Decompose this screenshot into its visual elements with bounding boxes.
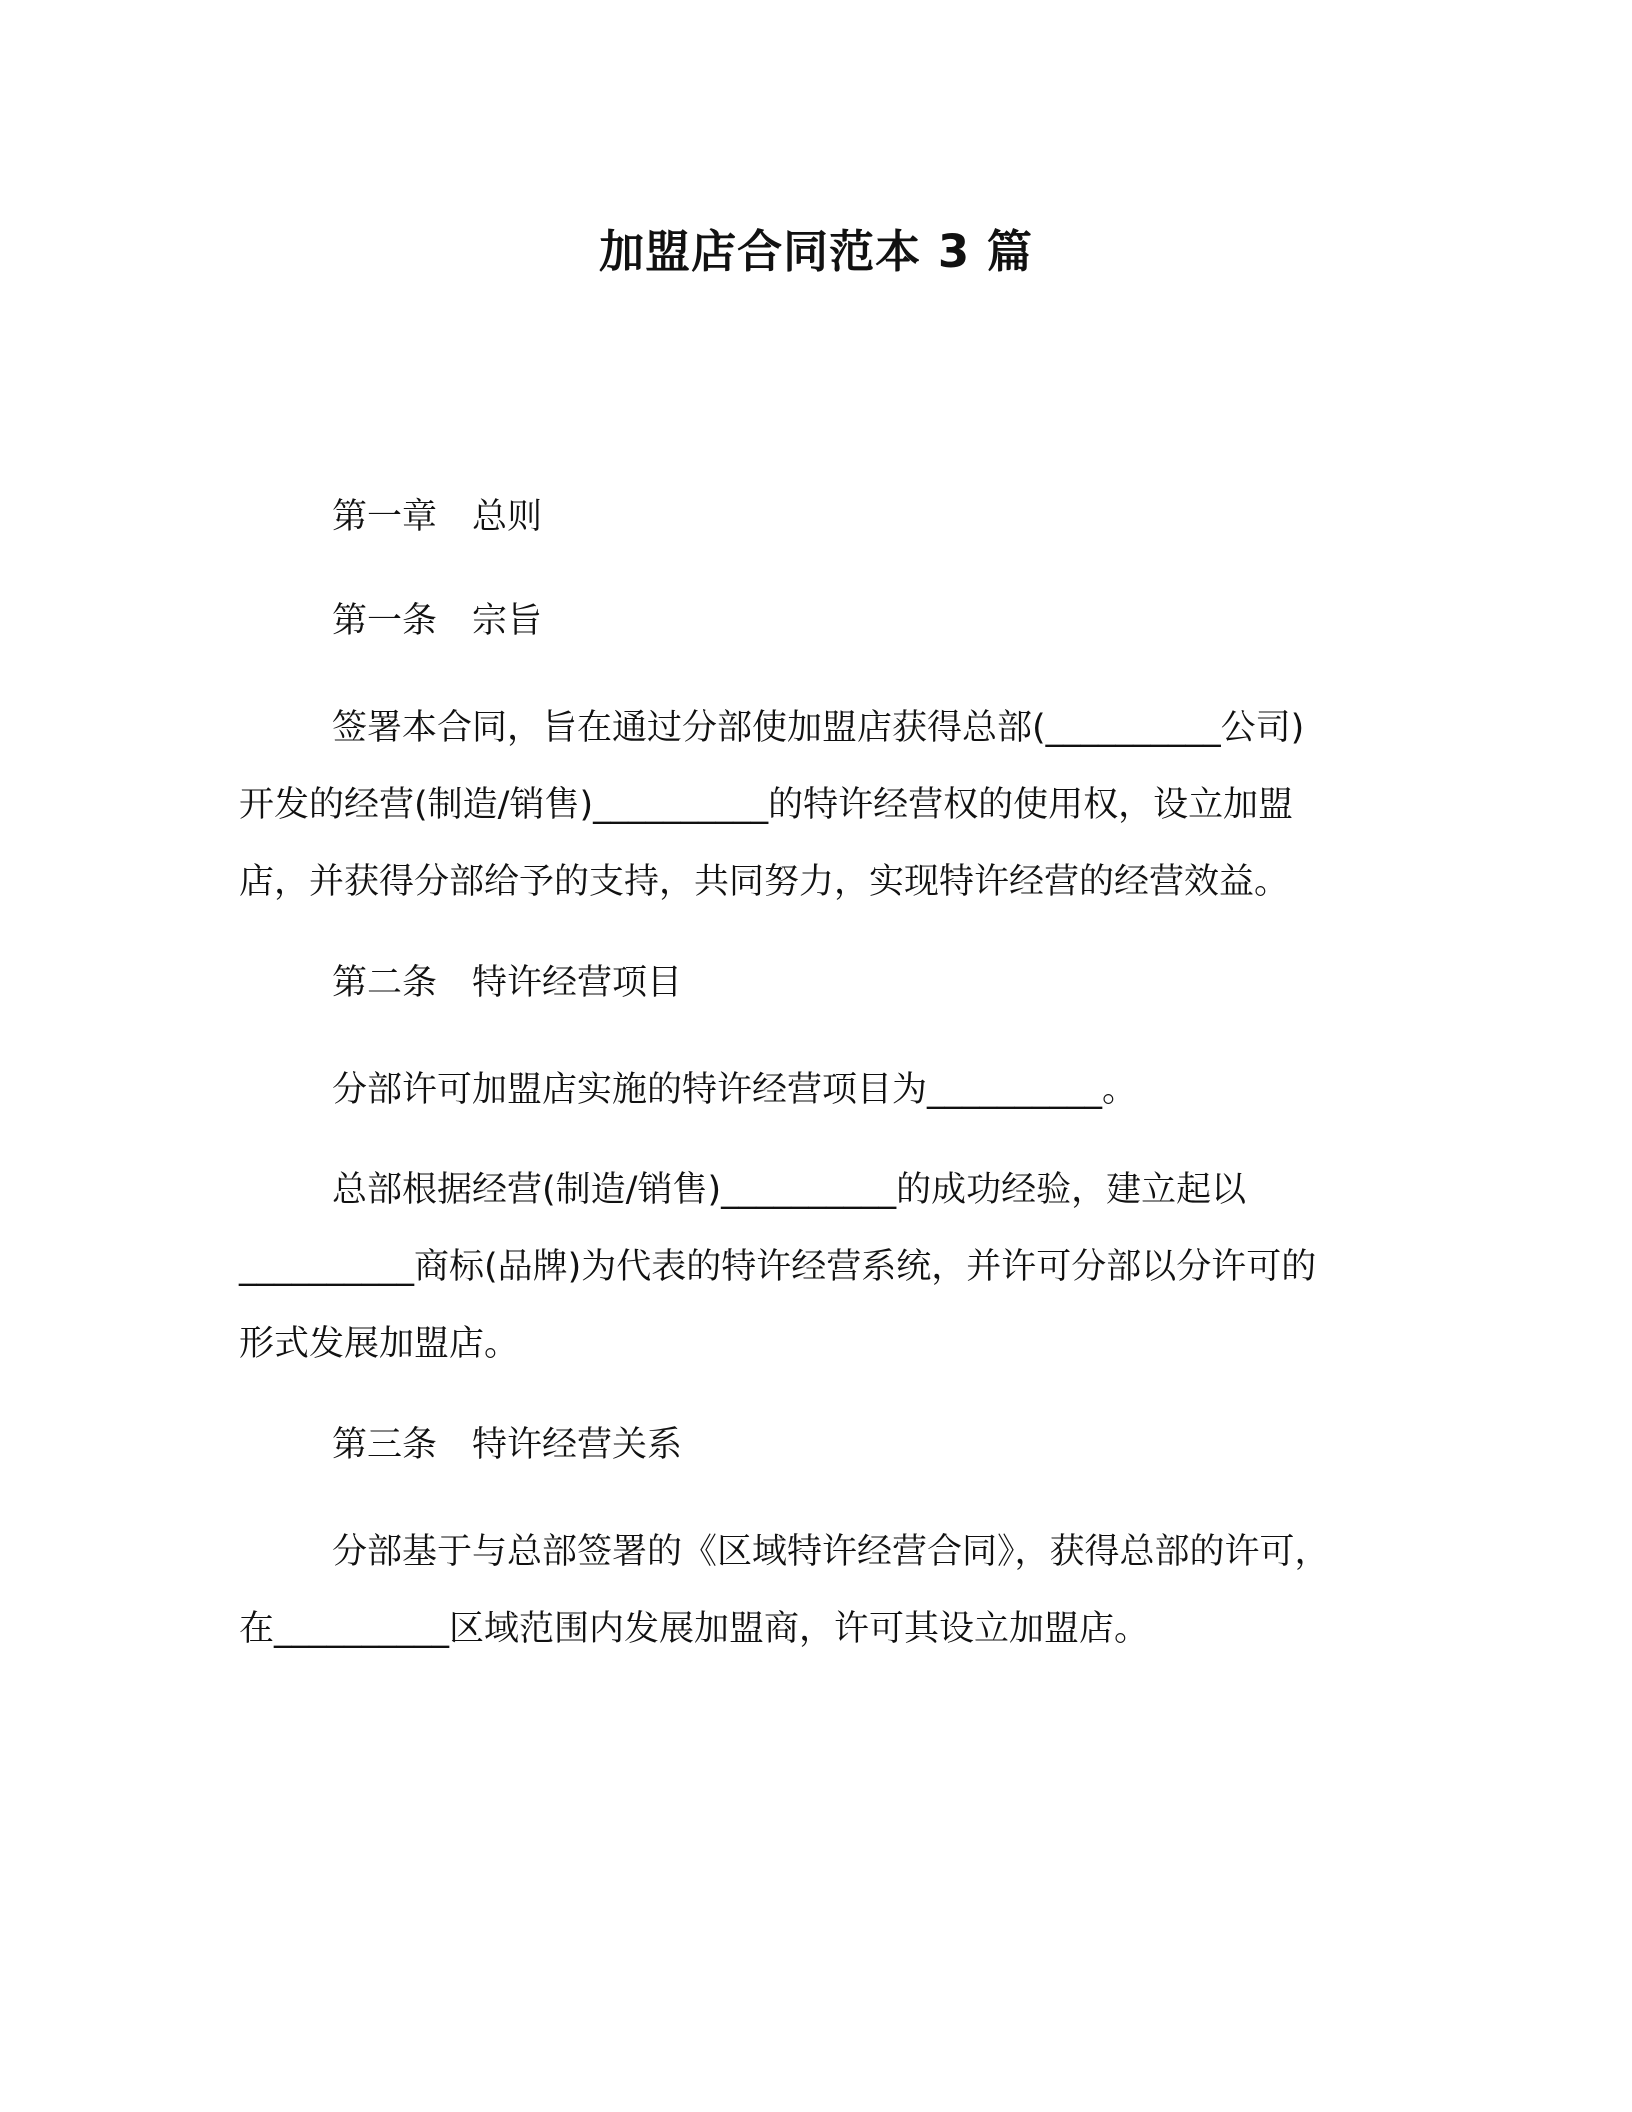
paragraph-line: 店，并获得分部给予的支持，共同努力，实现特许经营的经营效益。 (239, 862, 1290, 902)
paragraph-line: 开发的经营(制造/销售)__________的特许经营权的使用权，设立加盟 (239, 785, 1294, 825)
paragraph-line: 形式发展加盟店。 (239, 1324, 520, 1364)
paragraph-line: 在__________区域范围内发展加盟商，许可其设立加盟店。 (239, 1609, 1150, 1649)
chapter-heading: 第一章 总则 (332, 497, 543, 537)
document-title: 加盟店合同范本 3 篇 (599, 225, 1033, 278)
article-2-heading: 第二条 特许经营项目 (332, 963, 683, 1003)
paragraph-line: __________商标(品牌)为代表的特许经营系统，并许可分部以分许可的 (239, 1247, 1317, 1287)
article-1-paragraph (239, 690, 1399, 921)
paragraph-line: 分部基于与总部签署的《区域特许经营合同》，获得总部的许可， (332, 1532, 1330, 1572)
article-3-heading: 第三条 特许经营关系 (332, 1425, 683, 1465)
paragraph-line: 总部根据经营(制造/销售)__________的成功经验，建立起以 (332, 1170, 1247, 1210)
article-2-paragraph-2 (239, 1152, 1399, 1383)
paragraph-line: 分部许可加盟店实施的特许经营项目为__________。 (332, 1070, 1138, 1110)
article-3-paragraph (239, 1514, 1399, 1668)
article-2-paragraph-1 (239, 1052, 1399, 1129)
paragraph-line: 签署本合同，旨在通过分部使加盟店获得总部(__________公司) (332, 708, 1305, 748)
article-1-heading: 第一条 宗旨 (332, 601, 543, 641)
